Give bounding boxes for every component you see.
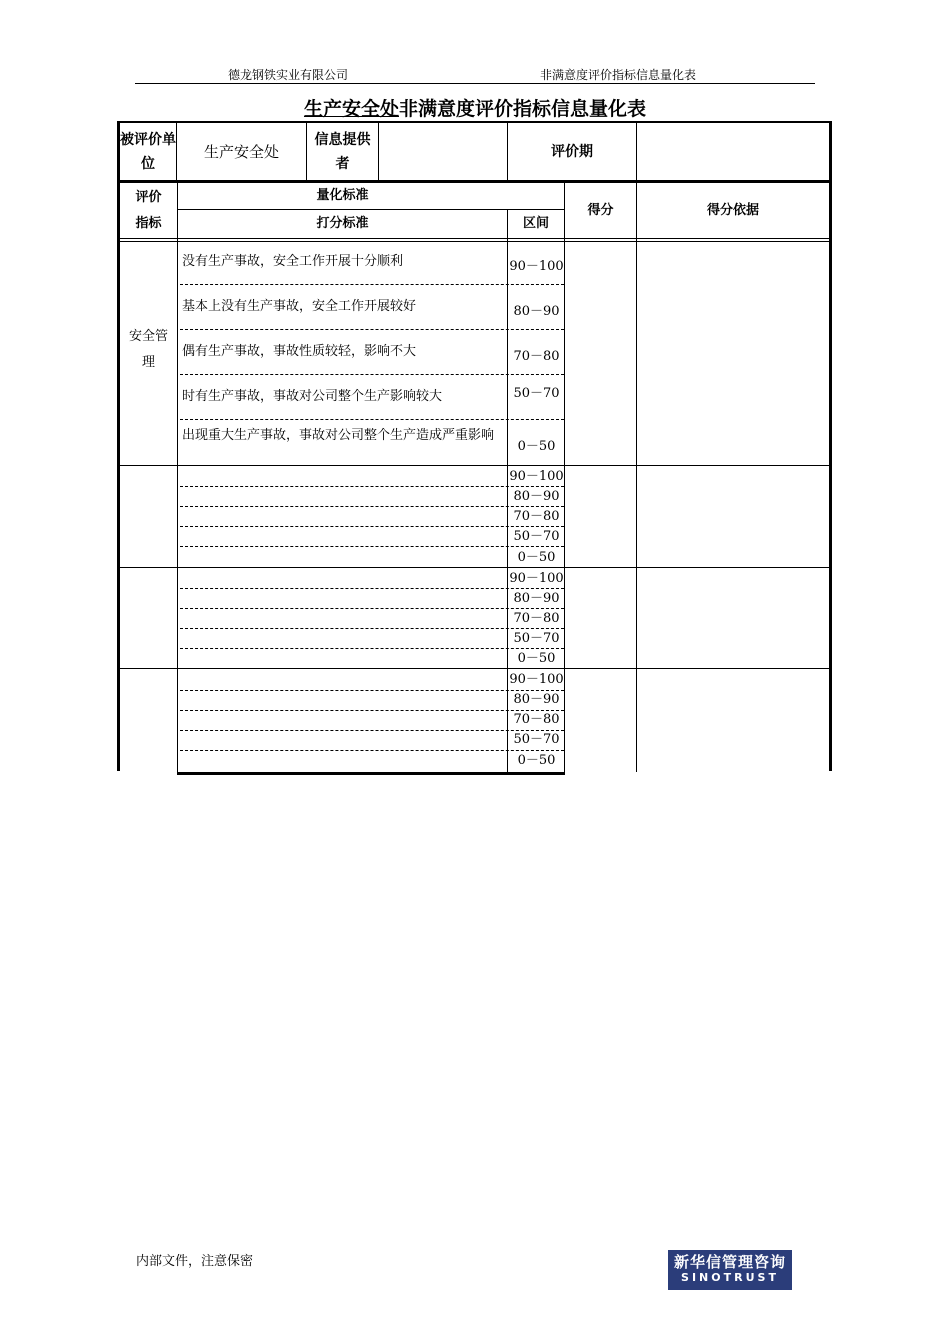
basis-cell[interactable] [637, 242, 829, 464]
range-label: 90－100 [509, 469, 564, 484]
row-separator [180, 608, 564, 609]
table-right-border [829, 121, 832, 771]
section-indicator[interactable] [120, 669, 177, 769]
section-indicator[interactable] [120, 568, 177, 668]
period-value[interactable] [637, 124, 829, 180]
score-cell[interactable] [565, 242, 636, 464]
range-label: 80－90 [513, 489, 560, 504]
col-score: 得分 [587, 202, 614, 218]
page-title [0, 94, 950, 121]
criterion-text: 偶有生产事故，事故性质较轻，影响不大 [182, 344, 417, 359]
header-divider [135, 83, 815, 84]
row-separator [180, 329, 564, 330]
basis-cell[interactable] [637, 669, 829, 769]
criterion-range: 50－70 [513, 386, 560, 401]
col-divider-indicator [177, 182, 178, 772]
criterion-text: 没有生产事故，安全工作开展十分顺利 [182, 254, 404, 269]
basis-cell[interactable] [637, 466, 829, 566]
provider-value[interactable] [379, 124, 507, 180]
row-separator [180, 730, 564, 731]
row-separator [180, 486, 564, 487]
row-separator [180, 690, 564, 691]
range-label: 90－100 [509, 571, 564, 586]
section-indicator[interactable] [120, 466, 177, 566]
provider-label: 信息提供者 [314, 132, 371, 172]
col-scoring-standard: 打分标准 [316, 216, 369, 231]
table-bottom-border [177, 772, 565, 775]
range-label: 90－100 [509, 672, 564, 687]
section-indicator: 安全管理 [128, 329, 168, 370]
col-basis: 得分依据 [706, 202, 759, 218]
period-label: 评价期 [551, 144, 593, 160]
header-bottom-line [119, 238, 830, 239]
range-label: 0－50 [517, 651, 556, 666]
criterion-text: 时有生产事故，事故对公司整个生产影响较大 [182, 389, 443, 404]
basis-cell[interactable] [637, 568, 829, 668]
criterion-text: 出现重大生产事故，事故对公司整个生产造成严重影响 [182, 428, 495, 443]
criterion-range: 0－50 [517, 439, 556, 454]
criterion-range: 90－100 [509, 259, 564, 274]
col-quant-standard: 量化标准 [316, 188, 369, 203]
row-separator [180, 284, 564, 285]
row-separator [180, 750, 564, 751]
range-label: 80－90 [513, 692, 560, 707]
criterion-range: 70－80 [513, 349, 560, 364]
range-label: 70－80 [513, 509, 560, 524]
range-label: 0－50 [517, 550, 556, 565]
row-separator [180, 526, 564, 527]
row-separator [180, 588, 564, 589]
title-unit: 生产安全处 [303, 98, 399, 120]
logo-en: SINOTRUST [681, 1271, 779, 1284]
row-separator [180, 506, 564, 507]
row-separator [180, 628, 564, 629]
row-separator [180, 546, 564, 547]
row-separator [180, 374, 564, 375]
logo-cn: 新华信管理咨询 [673, 1253, 786, 1271]
score-cell[interactable] [565, 466, 636, 566]
header-company: 德龙钢铁实业有限公司 [228, 68, 349, 82]
range-label: 70－80 [513, 611, 560, 626]
score-cell[interactable] [565, 669, 636, 769]
evaluated-unit-value: 生产安全处 [203, 143, 279, 161]
title-rest: 非满意度评价指标信息量化表 [399, 98, 647, 120]
range-label: 50－70 [513, 732, 560, 747]
range-label: 80－90 [513, 591, 560, 606]
row-separator [180, 710, 564, 711]
range-label: 0－50 [517, 753, 556, 768]
sinotrust-logo [668, 1250, 792, 1290]
confidential-note: 内部文件，注意保密 [136, 1254, 254, 1269]
header-doc-name: 非满意度评价指标信息量化表 [540, 68, 697, 82]
col-range: 区间 [522, 216, 549, 231]
row-separator [180, 648, 564, 649]
criterion-range: 80－90 [513, 304, 560, 319]
col-indicator: 评价指标 [135, 189, 162, 231]
criterion-text: 基本上没有生产事故，安全工作开展较好 [182, 299, 417, 314]
range-label: 70－80 [513, 712, 560, 727]
table-top-border [117, 121, 832, 123]
range-label: 50－70 [513, 529, 560, 544]
range-label: 50－70 [513, 631, 560, 646]
evaluated-unit-label: 被评价单位 [120, 132, 176, 172]
score-cell[interactable] [565, 568, 636, 668]
row-separator [180, 419, 564, 420]
